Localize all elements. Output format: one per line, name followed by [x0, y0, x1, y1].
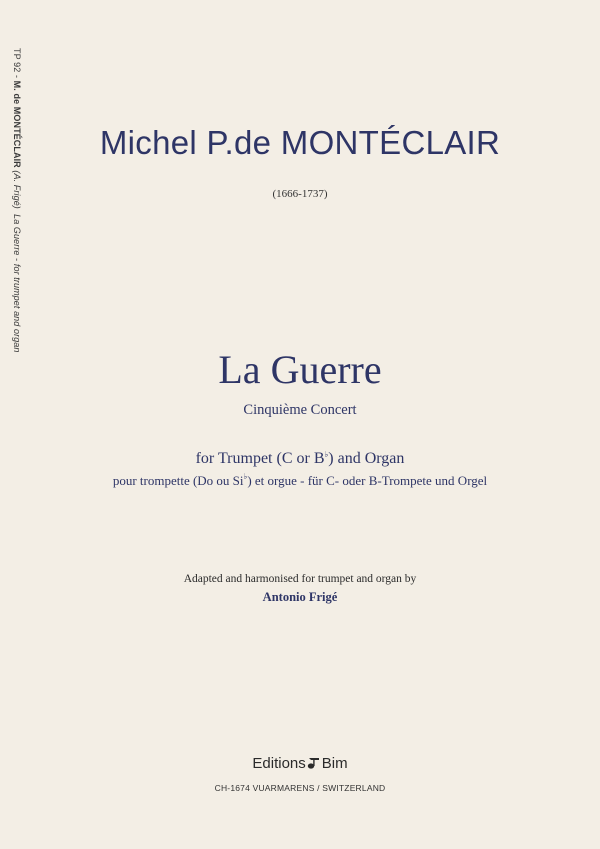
- bim-note-icon: [307, 756, 321, 770]
- publisher-address: CH-1674 VUARMARENS / SWITZERLAND: [214, 783, 386, 793]
- spine-text: TP 92 - M. de MONTÉCLAIR (A. Frigé) La Guerre - for trumpet and organ: [12, 48, 22, 353]
- work-title: La Guerre: [218, 347, 382, 392]
- composer-name: Michel P.de MONTÉCLAIR: [99, 124, 501, 161]
- work-subtitle: Cinquième Concert: [243, 402, 357, 418]
- spine-instrumentation: for trumpet and organ: [12, 263, 22, 353]
- adapted-by-text: Adapted and harmonised for trumpet and organ by: [183, 573, 417, 585]
- spine-title: La Guerre: [12, 214, 22, 256]
- composer-dates: (1666-1737): [272, 188, 328, 200]
- instrumentation-line: for Trumpet (C or B♭) and Organ: [195, 450, 405, 467]
- spine-arranger: (A. Frigé): [12, 170, 22, 209]
- arranger-name: Antonio Frigé: [262, 590, 338, 604]
- publisher-logo: Editions Bim: [252, 755, 348, 772]
- spine-catalog: TP 92: [12, 48, 22, 73]
- instrumentation-translations: pour trompette (Do ou Si♭) et orgue - für C- oder B-Trompete und Orgel: [112, 472, 488, 488]
- flat-sign: ♭: [324, 450, 329, 459]
- spine-composer: M. de MONTÉCLAIR: [12, 80, 22, 168]
- flat-sign: ♭: [243, 472, 248, 481]
- spine: [6, 48, 26, 378]
